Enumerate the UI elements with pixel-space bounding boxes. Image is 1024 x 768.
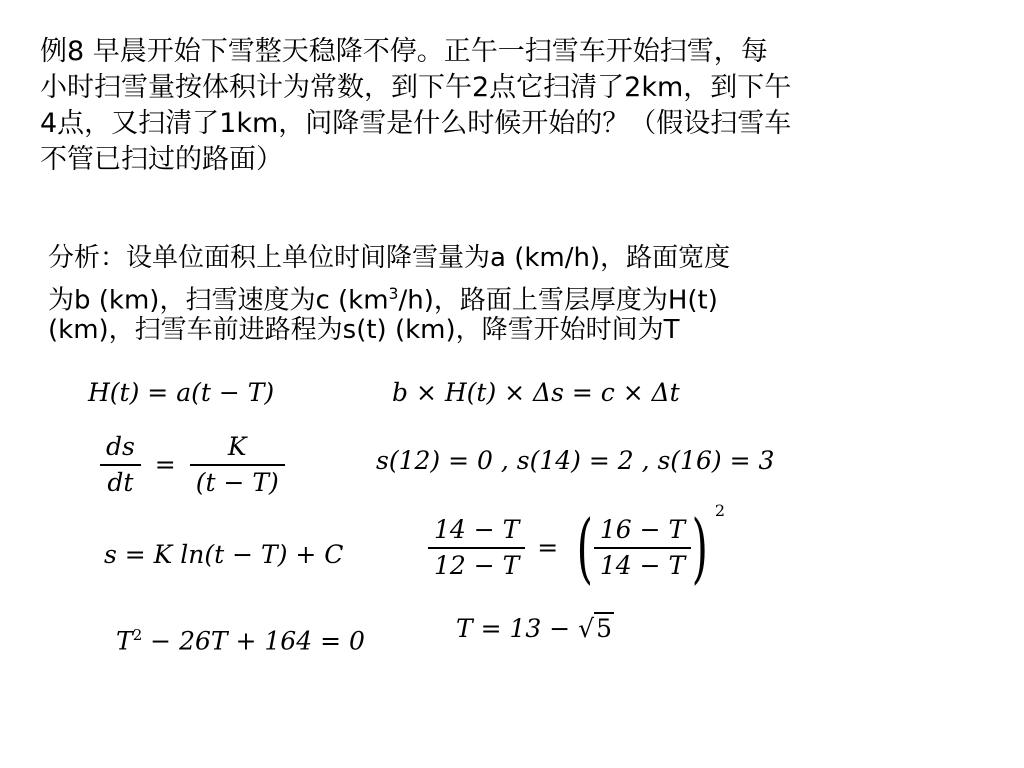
variable-t: T	[116, 626, 133, 656]
equation-height-text: H(t) = a(t − T)	[88, 378, 275, 407]
analysis-line-2-part-b: /h)，路面上雪层厚度为H(t)	[398, 285, 718, 316]
equation-balance	[392, 378, 680, 408]
problem-line-4: 不管已扫过的路面）	[40, 144, 283, 175]
equation-quadratic	[116, 620, 365, 656]
fraction-right	[594, 513, 691, 583]
equals-sign: =	[537, 532, 559, 562]
equation-height	[88, 378, 274, 408]
equation-quadratic-rest: − 26T + 164 = 0	[142, 626, 365, 656]
fraction-numerator: K	[190, 430, 285, 466]
analysis-line-2-part-a: 为b (km)，扫雪速度为c (km	[48, 285, 389, 316]
equation-answer-text: T = 13 −	[456, 614, 579, 643]
fraction-numerator: ds	[100, 430, 141, 466]
fraction-denominator: 12 − T	[434, 550, 520, 580]
equation-ratio	[428, 496, 726, 592]
analysis-line-3: (km)，扫雪车前进路程为s(t) (km)，降雪开始时间为T	[48, 315, 680, 345]
fraction-numerator: 16 − T	[594, 513, 691, 549]
equation-solution-text: s = K ln(t − T) + C	[104, 540, 344, 569]
equation-answer	[456, 614, 614, 644]
analysis-text	[48, 240, 978, 348]
fraction-numerator: 14 − T	[428, 513, 525, 549]
right-paren: )	[691, 502, 709, 592]
left-paren: (	[576, 502, 594, 592]
fraction-denominator: dt	[107, 468, 134, 497]
equation-conditions	[376, 446, 774, 476]
problem-line-1: 例8 早晨开始下雪整天稳降不停。正午一扫雪车开始扫雪，每	[40, 36, 768, 67]
fraction-ds-dt	[100, 430, 141, 500]
equals-sign: =	[154, 450, 176, 479]
equation-balance-text: b × H(t) × Δs = c × Δt	[392, 378, 680, 407]
problem-line-3: 4点，又扫清了1km，问降雪是什么时候开始的？（假设扫雪车	[40, 108, 792, 139]
fraction-k-over	[190, 430, 285, 500]
sqrt-radicand: 5	[596, 614, 613, 643]
analysis-line-1: 分析：设单位面积上单位时间降雪量为a (km/h)，路面宽度	[48, 243, 731, 273]
problem-statement	[40, 34, 990, 178]
exponent: 2	[714, 501, 726, 520]
fraction-left	[428, 513, 525, 583]
fraction-denominator: (t − T)	[195, 468, 279, 497]
equation-conditions-text: s(12) = 0 , s(14) = 2 , s(16) = 3	[376, 446, 775, 475]
sqrt-sign: √	[578, 614, 595, 643]
problem-line-2: 小时扫雪量按体积计为常数，到下午2点它扫清了2km，到下午	[40, 72, 792, 103]
analysis-line-2	[48, 276, 978, 316]
equation-differential	[100, 430, 285, 500]
exponent: 2	[132, 626, 143, 644]
analysis-line-2-superscript: 3	[388, 285, 399, 303]
equation-solution	[104, 540, 343, 570]
fraction-denominator: 14 − T	[599, 550, 686, 580]
